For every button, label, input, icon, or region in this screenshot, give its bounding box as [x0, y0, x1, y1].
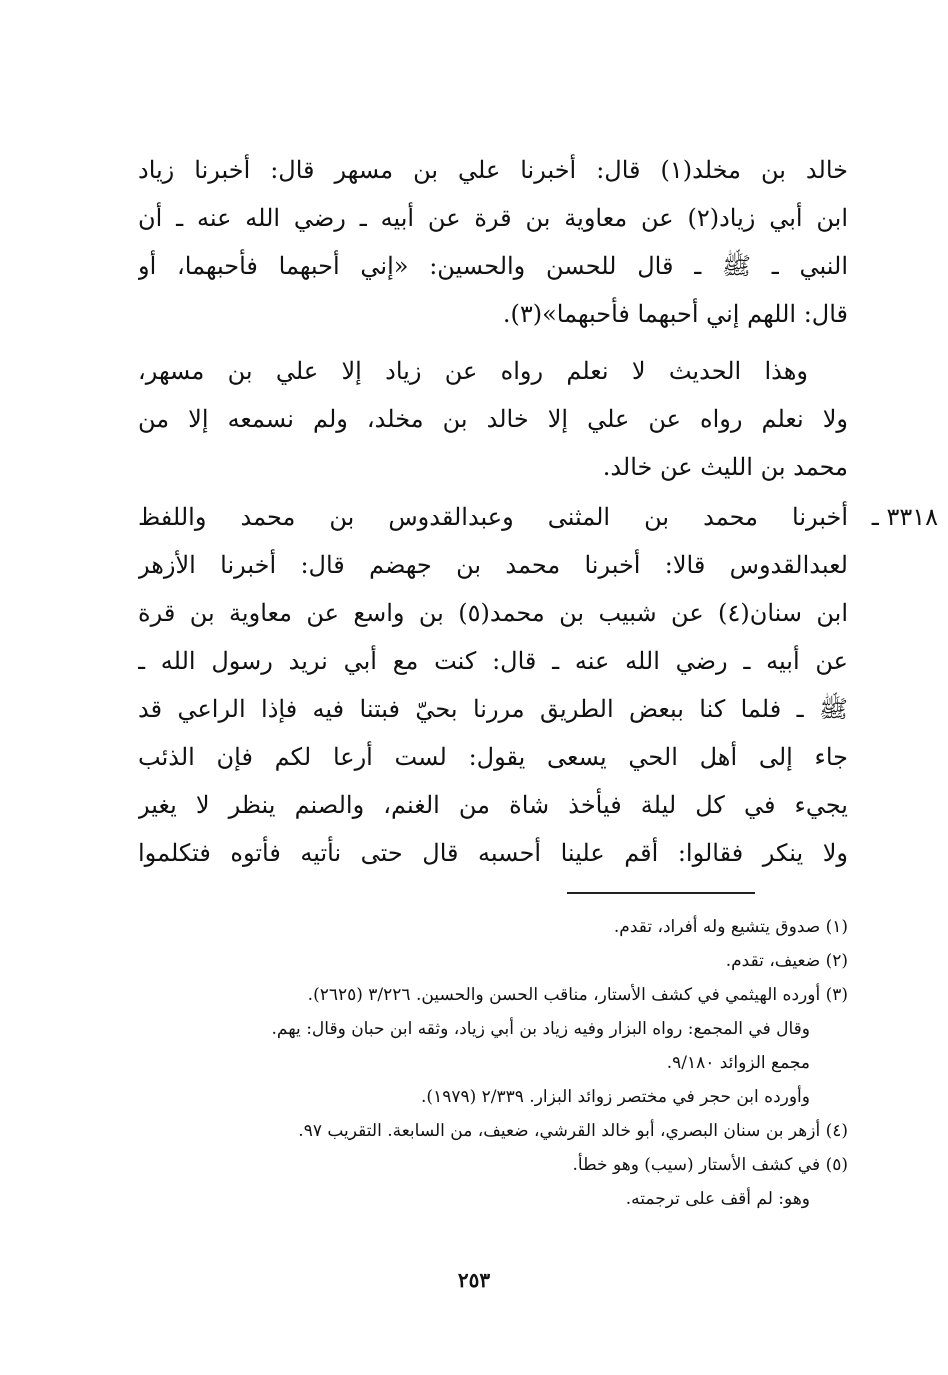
footnote: (٣) أورده الهيثمي في كشف الأستار، مناقب الحسن والحسين. ٣/٢٢٦ (٢٦٢٥).: [307, 985, 848, 1005]
text-line: ابن سنان(٤) عن شبيب بن محمد(٥) بن واسع عن معاوية بن قرة: [138, 599, 848, 627]
text-line: يجيء في كل ليلة فيأخذ شاة من الغنم، والصنم ينظر لا يغير: [138, 791, 848, 819]
paragraph-commentary: [138, 347, 848, 491]
text-line: خالد بن مخلد(١) قال: أخبرنا علي بن مسهر قال: أخبرنا زياد: [138, 156, 848, 184]
footnote: (٢) ضعيف، تقدم.: [725, 951, 848, 971]
footnote: (٥) في كشف الأستار (سيب) وهو خطأ.: [572, 1155, 848, 1175]
hadith-number: ٣٣١٨ ـ: [871, 503, 938, 531]
paragraph-hadith-3318: [138, 493, 938, 877]
text-line: لعبدالقدوس قالا: أخبرنا محمد بن جهضم قال: أخبرنا الأزهر: [138, 551, 848, 579]
footnote-continuation: وأورده ابن حجر في مختصر زوائد البزار. ٢/٣٣٩ (١٩٧٩).: [421, 1087, 810, 1107]
footnote-separator: [567, 892, 755, 894]
text-line: ولا ينكر فقالوا: أقم علينا أحسبه قال حتى نأتيه فأتوه فتكلموا: [138, 839, 848, 867]
text-line: ﷺ ـ فلما كنا ببعض الطريق مررنا بحيّ فبتنا فيه فإذا الراعي قد: [138, 695, 848, 723]
footnote-continuation: وقال في المجمع: رواه البزار وفيه زياد بن أبي زياد، وثقه ابن حبان وقال: يهم.: [271, 1019, 810, 1039]
text-line: النبي ـ ﷺ ـ قال للحسن والحسين: «إني أحبهما فأحبهما، أو: [138, 252, 848, 280]
text-line: ابن أبي زياد(٢) عن معاوية بن قرة عن أبيه ـ رضي الله عنه ـ أن: [138, 204, 848, 232]
text-line: وهذا الحديث لا نعلم رواه عن زياد إلا علي بن مسهر،: [138, 357, 808, 385]
footnote: (٤) أزهر بن سنان البصري، أبو خالد القرشي، ضعيف، من السابعة. التقريب ٩٧.: [298, 1121, 848, 1141]
footnotes: [138, 910, 848, 1216]
text-line: جاء إلى أهل الحي يسعى يقول: لست أرعا لكم فإن الذئب: [138, 743, 848, 771]
text-line: ولا نعلم رواه عن علي إلا خالد بن مخلد، ولم نسمعه إلا من: [138, 405, 848, 433]
text-line: قال: اللهم إني أحبهما فأحبهما»(٣).: [502, 300, 848, 328]
text-line: أخبرنا محمد بن المثنى وعبدالقدوس بن محمد واللفظ: [138, 503, 848, 531]
footnote-continuation: مجمع الزوائد ٩/١٨٠.: [666, 1053, 810, 1073]
text-line: محمد بن الليث عن خالد.: [602, 453, 848, 481]
footnote: (١) صدوق يتشيع وله أفراد، تقدم.: [613, 917, 848, 937]
page-number: ٢٥٣: [457, 1268, 491, 1292]
footnote-continuation: وهو: لم أقف على ترجمته.: [625, 1189, 810, 1209]
text-line: عن أبيه ـ رضي الله عنه ـ قال: كنت مع أبي نريد رسول الله ـ: [138, 647, 848, 675]
paragraph-isnad: [138, 146, 848, 338]
